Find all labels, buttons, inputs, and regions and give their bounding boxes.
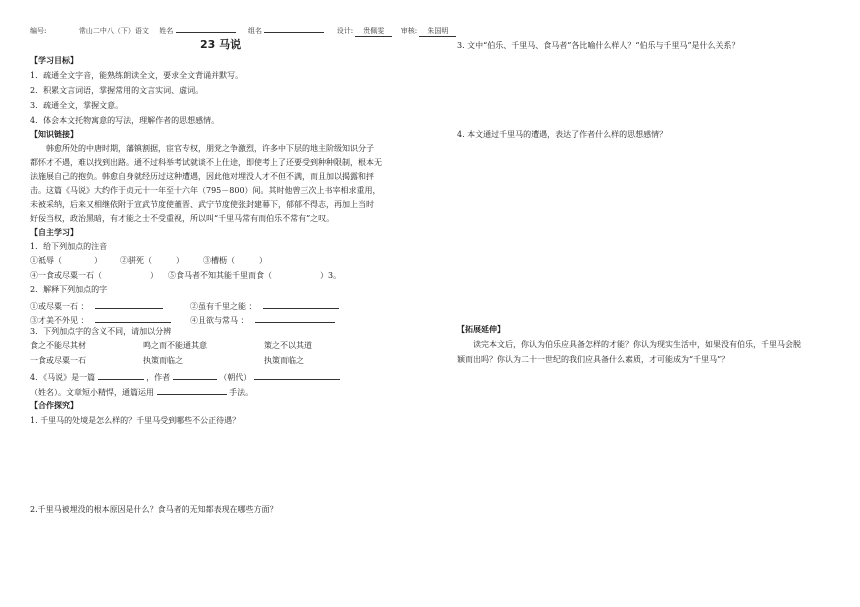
distinguish-item: 策之不以其道 — [264, 341, 312, 350]
define-item-label: ①或尽粟一石 ： — [30, 302, 89, 311]
school-label: 常山二中八（下）语文 — [78, 27, 149, 35]
pinyin-item: ⑤食马者不知其能千里而食（ ）3。 — [168, 271, 342, 280]
distinguish-item: 食之不能尽其材 — [30, 341, 86, 350]
section-heading-goals: 【学习目标】 — [30, 56, 78, 65]
fill-in-question-line2 — [30, 385, 253, 398]
designer-label: 设计: — [336, 27, 354, 35]
name-blank — [176, 23, 236, 33]
answer-blank[interactable] — [95, 313, 171, 323]
define-item — [30, 299, 163, 312]
goal-item: 2．积累文言词语，掌握常用的文言实词、虚词。 — [30, 86, 204, 95]
knowledge-line: 法施展自己的抱负。韩愈自身就经历过这种遭遇，因此他对埋没人才不但不满，而且加以揭露和抨 — [30, 172, 374, 181]
define-item-label: ③才美不外见 ： — [30, 316, 89, 325]
section-heading-extension: 【拓展延伸】 — [457, 325, 505, 334]
knowledge-line: 都怀才不遇，难以找到出路。通不过科举考试就谈不上仕途，即使考上了还要受到种种限制，根本无 — [30, 158, 382, 167]
number-label: 编号: — [30, 27, 47, 35]
fill-in-question — [30, 370, 340, 383]
distinguish-item: 一食或尽粟一石 — [30, 356, 86, 365]
inquiry-question: 2.千里马被埋没的根本原因是什么？食马者的无知都表现在哪些方面？ — [30, 505, 278, 514]
answer-blank[interactable] — [263, 299, 339, 309]
inquiry-question: 4. 本文通过千里马的遭遇，表达了作者什么样的思想感情？ — [457, 130, 668, 139]
knowledge-line: 好佞当权，政治黑暗，有才能之士不受重视，所以叫“千里马常有而伯乐不常有”之叹。 — [30, 214, 335, 223]
goal-item: 1．疏通全文字音，能熟练朗读全文，要求全文背诵并默写。 — [30, 71, 244, 80]
section-heading-cooperate: 【合作探究】 — [30, 401, 78, 410]
fill-in-dynasty: （朝代） — [219, 373, 252, 382]
answer-blank[interactable] — [254, 370, 340, 380]
answer-blank[interactable] — [255, 313, 335, 323]
document-header — [30, 23, 456, 37]
pinyin-item: ②骈死（ ） — [120, 256, 184, 265]
distinguish-item: 执策而临之 — [264, 356, 304, 365]
define-item — [190, 299, 339, 312]
section-heading-knowledge: 【知识链接】 — [30, 130, 78, 139]
extension-line: 颖而出吗？你认为二十一世纪的我们应具备什么素质，才可能成为“千里马”？ — [457, 355, 730, 364]
question-label: 2．解释下列加点的字 — [30, 285, 108, 294]
section-heading-self-study: 【自主学习】 — [30, 228, 78, 237]
reviewer-name: 朱国明 — [419, 27, 456, 37]
name-label: 姓名 — [159, 27, 174, 35]
define-item-label: ④且欲与常马 ： — [190, 316, 249, 325]
goal-item: 4．体会本文托物寓意的写法，理解作者的思想感情。 — [30, 116, 220, 125]
knowledge-line: 未被采纳，后来又相继依附于宣武节度使董晋、武宁节度使张封建幕下，郁郁不得志，再加上当时 — [30, 200, 374, 209]
knowledge-line: 击。这篇《马说》大约作于贞元十一年至十六年（795－800）间。其时他曾三次上书宰相求重用， — [30, 186, 381, 195]
define-item-label: ②虽有千里之能 ： — [190, 302, 257, 311]
fill-in-technique: 手法。 — [229, 388, 254, 397]
answer-blank[interactable] — [173, 370, 217, 380]
fill-in-prefix: 4．《马说》是一篇 — [30, 373, 96, 382]
page-title: 23 马说 — [200, 38, 242, 51]
distinguish-item: 执策而临之 — [143, 356, 183, 365]
extension-line: 读完本文后，你认为伯乐应具备怎样的才能？你认为现实生活中，如果没有伯乐，千里马会脱 — [473, 340, 801, 349]
group-blank — [264, 23, 324, 33]
answer-blank[interactable] — [95, 299, 163, 309]
designer-name: 贵佩雯 — [355, 27, 392, 37]
goal-item: 3．疏通全文，掌握文意。 — [30, 101, 124, 110]
inquiry-question: 3. 文中“伯乐、千里马、食马者”各比喻什么样人？“伯乐与千里马”是什么关系？ — [457, 41, 740, 50]
knowledge-line: 韩愈所处的中唐时期，藩镇割据，宦官专权，朋党之争激烈，许多中下层的地主阶级知识分子 — [46, 144, 374, 153]
answer-blank[interactable] — [98, 370, 144, 380]
pinyin-item: ③槽枥（ ） — [203, 256, 267, 265]
fill-in-name: （姓名）。文章短小精悍，通篇运用 — [30, 388, 154, 397]
answer-blank[interactable] — [157, 385, 227, 395]
define-item — [30, 313, 171, 326]
reviewer-label: 审核: — [400, 27, 418, 35]
distinguish-item: 鸣之而不能通其意 — [143, 341, 207, 350]
fill-in-author: ，作者 — [146, 373, 171, 382]
inquiry-question: 1. 千里马的处境是怎么样的？千里马受到哪些不公正待遇？ — [30, 416, 241, 425]
question-label: 3．下列加点字的含义不同，请加以分辨 — [30, 327, 172, 336]
question-label: 1．给下列加点的注音 — [30, 242, 108, 251]
pinyin-item: ④一食或尽粟一石（ ） — [30, 271, 158, 280]
group-label: 组名 — [248, 27, 262, 35]
define-item — [190, 313, 335, 326]
pinyin-item: ①祗辱（ ） — [30, 256, 102, 265]
